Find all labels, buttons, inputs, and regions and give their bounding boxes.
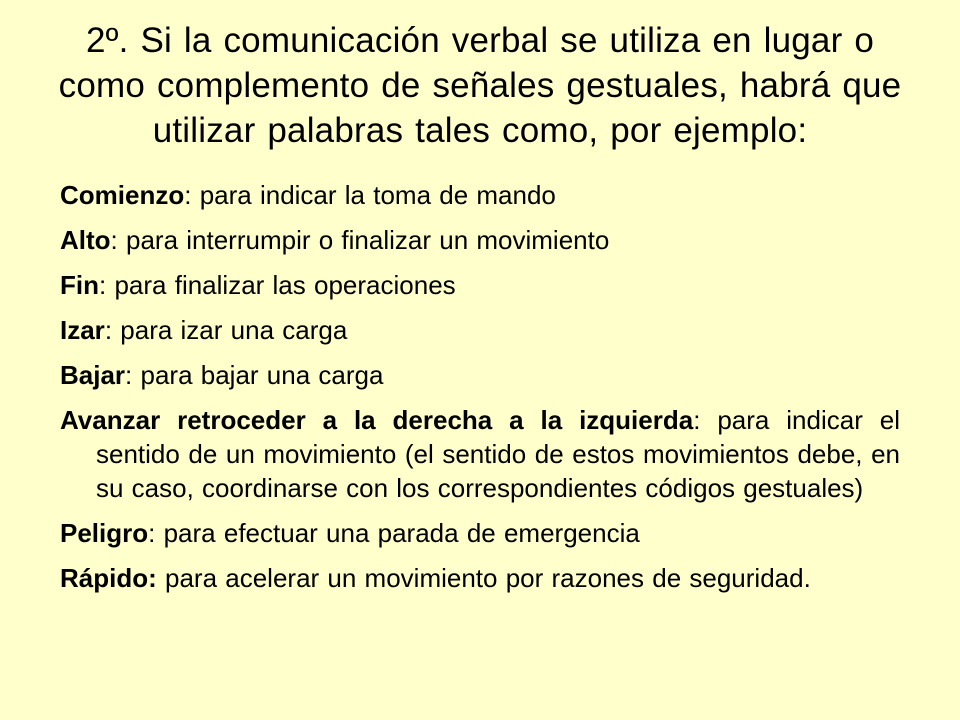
item-term: Fin [60, 270, 99, 300]
list-item [60, 223, 900, 257]
list-item [60, 403, 900, 505]
word-list [60, 178, 900, 606]
item-term: Alto [60, 225, 111, 255]
item-term: Comienzo [60, 180, 185, 210]
item-separator: : [110, 225, 118, 255]
list-item [60, 313, 900, 347]
list-item [60, 358, 900, 392]
item-term: Bajar [60, 360, 126, 390]
item-separator: : [99, 270, 107, 300]
item-term: Peligro [60, 518, 149, 548]
list-item [60, 516, 900, 550]
item-separator: : [184, 180, 192, 210]
item-description: para bajar una carga [132, 360, 384, 390]
item-term: Izar [60, 315, 105, 345]
item-term: Avanzar retroceder a la derecha a la izquierda [60, 405, 694, 435]
item-separator: : [148, 518, 156, 548]
slide-title: 2º. Si la comunicación verbal se utiliza en lugar o como complemento de señales gestuales, habrá que utilizar palabras tales como, por ejemplo: [58, 21, 902, 150]
item-description: para indicar la toma de mando [191, 180, 556, 210]
item-description: para efectuar una parada de emergencia [155, 518, 640, 548]
list-item [60, 561, 900, 595]
item-description: para interrumpir o finalizar un movimiento [117, 225, 610, 255]
list-item [60, 268, 900, 302]
item-description: para izar una carga [112, 315, 348, 345]
item-description: para acelerar un movimiento por razones de seguridad. [156, 563, 811, 593]
item-description: para indicar el sentido de un movimiento (el sentido de estos movimientos debe, en su caso, coordinarse con los correspondientes códigos gestuales) [96, 405, 901, 503]
item-separator: : [693, 405, 701, 435]
item-term: Rápido: [60, 563, 157, 593]
item-separator: : [125, 360, 133, 390]
item-separator: : [104, 315, 113, 345]
list-item [60, 178, 900, 212]
item-description: para finalizar las operaciones [106, 270, 456, 300]
